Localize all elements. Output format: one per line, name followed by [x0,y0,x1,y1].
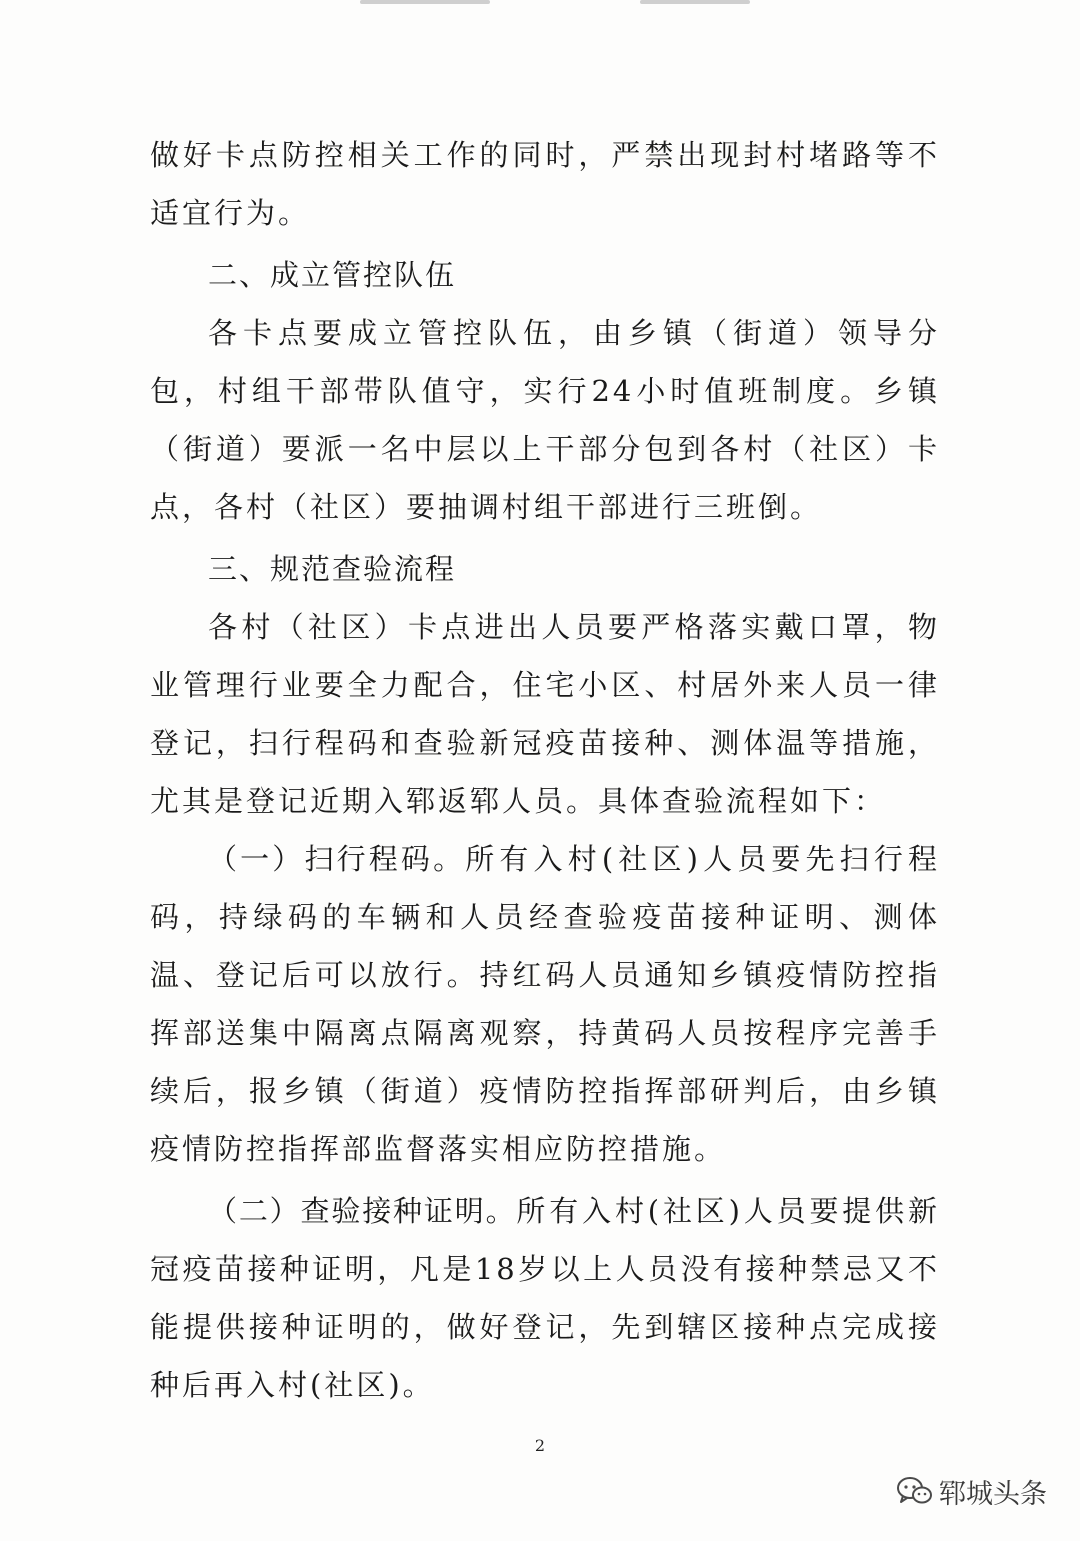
document-body [150,126,940,1414]
section-heading-2: 二、成立管控队伍 [208,258,457,292]
wechat-icon [895,1475,933,1507]
watermark [895,1471,1047,1511]
subsection-label: （二）查验接种证明。 [208,1194,517,1228]
subsection-vaccination-proof [150,1182,940,1414]
scan-edge-mark [360,0,490,4]
page-number: 2 [534,1436,546,1455]
paragraph-inspection: 各村（社区）卡点进出人员要严格落实戴口罩，物业管理行业要全力配合，住宅小区、村居外来人员一律登记，扫行程码和查验新冠疫苗接种、测体温等措施，尤其是登记近期入郓返郓人员。具体查验流程如下： [150,610,940,818]
scan-edge-mark [640,0,750,4]
watermark-text: 郓城头条 [939,1478,1047,1510]
subsection-text: 所有入村(社区)人员要提供新冠疫苗接种证明，凡是18岁以上人员没有接种禁忌又不能提供接种证明的，做好登记，先到辖区接种点完成接种后再入村(社区)。 [150,1194,940,1402]
subsection-label: （一）扫行程码。 [208,842,466,876]
section-heading-3: 三、规范查验流程 [208,552,457,586]
subsection-travel-code [150,830,940,1178]
subsection-text: 所有入村(社区)人员要先扫行程码，持绿码的车辆和人员经查验疫苗接种证明、测体温、登记后可以放行。持红码人员通知乡镇疫情防控指挥部送集中隔离点隔离观察，持黄码人员按程序完善手续后，报乡镇（街道）疫情防控指挥部研判后，由乡镇疫情防控指挥部监督落实相应防控措施。 [150,842,940,1166]
paragraph-continuation: 做好卡点防控相关工作的同时，严禁出现封村堵路等不适宜行为。 [150,138,940,230]
paragraph-team: 各卡点要成立管控队伍，由乡镇（街道）领导分包，村组干部带队值守，实行24小时值班制度。乡镇（街道）要派一名中层以上干部分包到各村（社区）卡点，各村（社区）要抽调村组干部进行三班倒。 [150,316,940,524]
